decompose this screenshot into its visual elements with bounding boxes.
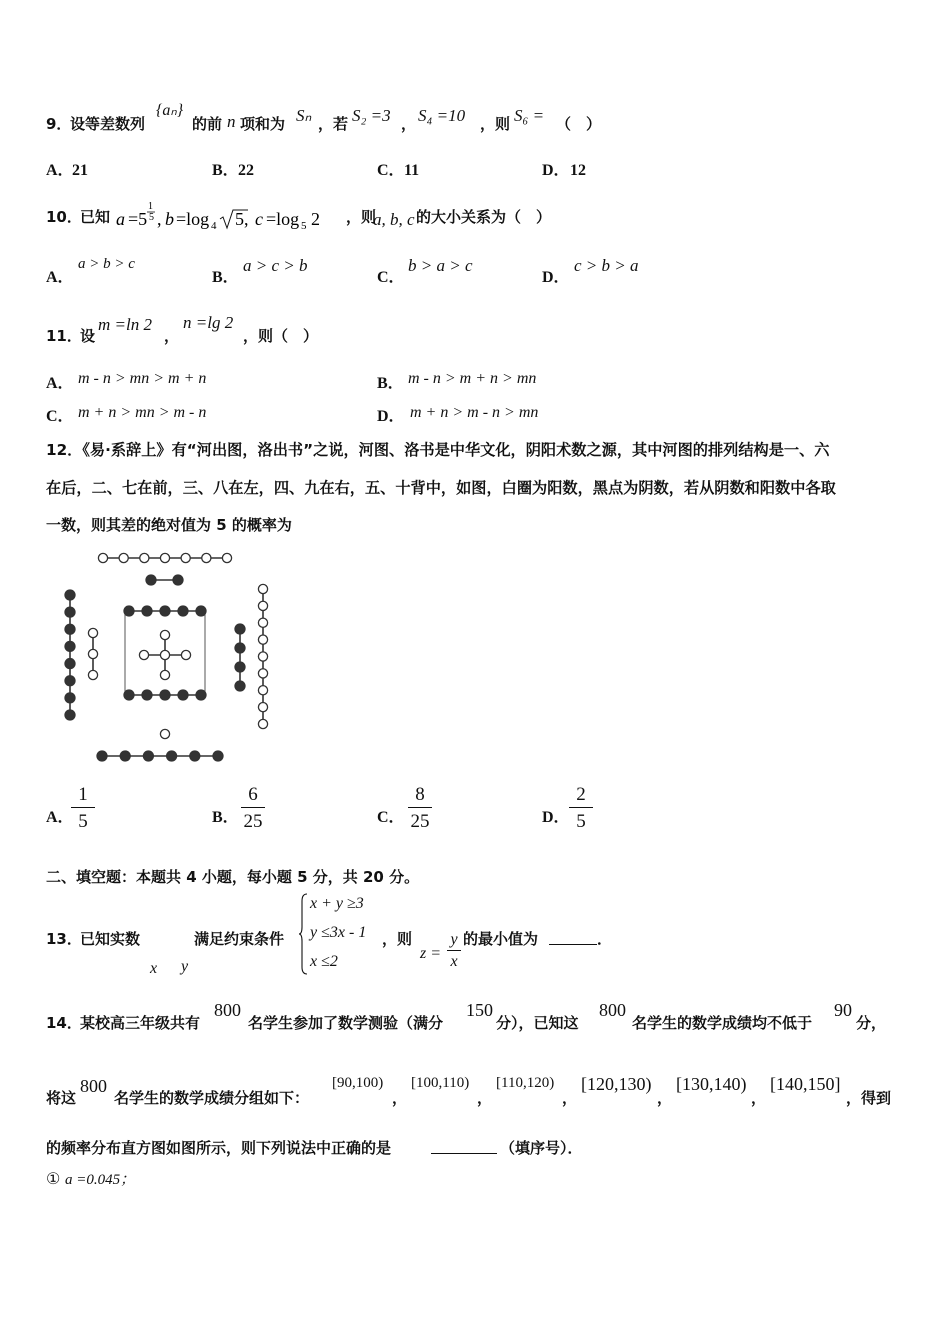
hetu-bottom-six-dot — [120, 751, 130, 761]
q12-option-a-numerator: 1 — [71, 785, 95, 808]
q14-group-3: [110,120) — [496, 1075, 555, 1091]
q12-text-line-1: 12．《易·系辞上》有“河出图，洛出书”之说，河图、洛书是中华文化，阴阳术数之源，其中河图的排列结构是一、六 — [46, 441, 830, 459]
q13-constraint-2: y ≤3x - 1 — [310, 924, 367, 941]
q13-var-x: x — [150, 960, 158, 977]
hetu-ten-bottom-dot — [196, 690, 206, 700]
q9-option-b[interactable]: 22 — [238, 162, 254, 179]
q10-option-d[interactable]: c > b > a — [574, 256, 639, 275]
hetu-bottom-one — [160, 729, 169, 738]
q12-option-b-label: B． — [212, 809, 239, 826]
q12-option-b-numerator: 6 — [241, 785, 265, 808]
q12-option-d[interactable] — [569, 785, 593, 831]
q11-m-definition: m =ln 2 — [98, 315, 152, 334]
q14-separator: ， — [477, 1089, 493, 1107]
hetu-top-seven-dot — [181, 553, 190, 562]
hetu-top-seven-dot — [202, 553, 211, 562]
q11-option-c[interactable]: m + n > mn > m - n — [78, 404, 207, 421]
q9-n: n — [227, 112, 236, 131]
svg-text:b: b — [165, 209, 174, 229]
q9-separator: ， — [401, 115, 417, 133]
q14-text: 某校高三年级共有 — [80, 1014, 201, 1032]
q11-number: 11． — [46, 327, 82, 345]
hetu-ten-top-dot — [124, 606, 134, 616]
q13-fraction-numerator: y — [447, 932, 461, 951]
hetu-left-eight-dot — [65, 624, 75, 634]
hetu-five-dot — [160, 630, 169, 639]
q10-option-d-label: D． — [542, 269, 570, 286]
q14-separator: ， — [657, 1089, 673, 1107]
q14-text: 分），已知这 — [496, 1014, 579, 1032]
hetu-left-three-dot — [88, 670, 97, 679]
q14-text: （填序号）． — [500, 1139, 583, 1157]
svg-text:a: a — [116, 209, 125, 229]
q10-expression-render — [114, 193, 346, 235]
q11-text: ，则（ ） — [243, 327, 319, 345]
q14-text: 将这 — [46, 1089, 77, 1107]
hetu-top-seven-dot — [98, 553, 107, 562]
q9-number: 9． — [46, 115, 72, 133]
q13-constraint-3: x ≤2 — [310, 953, 338, 970]
q9-option-a[interactable]: 21 — [72, 162, 88, 179]
q12-option-b[interactable] — [241, 785, 265, 831]
hetu-left-eight-dot — [65, 607, 75, 617]
svg-text:4: 4 — [211, 220, 217, 232]
hetu-left-eight-dot — [65, 693, 75, 703]
q14-text-line-3: 的频率分布直方图如图所示，则下列说法中正确的是 — [46, 1139, 392, 1157]
q11-option-d-label: D． — [377, 408, 405, 425]
q13-text: ，则 — [382, 930, 413, 948]
q9-sn: Sₙ — [296, 106, 312, 125]
q11-option-a-label: A． — [46, 375, 74, 392]
q12-option-d-numerator: 2 — [569, 785, 593, 808]
hetu-ten-top-dot — [178, 606, 188, 616]
q9-sequence: {aₙ} — [156, 102, 184, 119]
hetu-five-dot — [139, 650, 148, 659]
hetu-top-seven-dot — [160, 553, 169, 562]
q10-text: 已知 — [80, 208, 111, 226]
q10-option-c[interactable]: b > a > c — [408, 256, 473, 275]
q14-number: 14． — [46, 1014, 82, 1032]
q13-text: 已知实数 — [80, 930, 141, 948]
hetu-five-dot — [160, 650, 169, 659]
hetu-left-eight-dot — [65, 710, 75, 720]
hetu-five-dot — [160, 670, 169, 679]
q12-option-d-label: D． — [542, 809, 570, 826]
hetu-bottom-six-dot — [190, 751, 200, 761]
q11-option-d[interactable]: m + n > m - n > mn — [410, 404, 539, 421]
q14-group-2: [100,110) — [411, 1075, 470, 1091]
svg-text:=5: =5 — [128, 209, 148, 229]
hetu-left-three-dot — [88, 628, 97, 637]
hetu-five-dot — [181, 650, 190, 659]
q9-option-c[interactable]: 11 — [404, 162, 420, 179]
q13-brace — [299, 893, 309, 975]
q13-z: z = — [420, 945, 442, 962]
q14-group-5: [130,140) — [676, 1074, 747, 1094]
hetu-top-seven-dot — [119, 553, 128, 562]
hetu-right-four-dot — [235, 643, 245, 653]
hetu-ten-bottom-dot — [142, 690, 152, 700]
hetu-left-eight-dot — [65, 676, 75, 686]
q14-separator: ， — [751, 1089, 767, 1107]
hetu-right-nine-dot — [258, 584, 267, 593]
q9-condition-s4: S₄ =10 — [418, 106, 466, 125]
q11-option-c-label: C． — [46, 408, 74, 425]
q12-option-a-label: A． — [46, 809, 74, 826]
q11-option-b[interactable]: m - n > m + n > mn — [408, 370, 537, 387]
q14-separator: ， — [562, 1089, 578, 1107]
q9-option-d[interactable]: 12 — [570, 162, 586, 179]
q14-item-1: a =0.045； — [65, 1172, 136, 1188]
q10-vars: a, b, c — [373, 210, 415, 229]
q14-student-count: 800 — [214, 1000, 241, 1020]
q14-text: 名学生的数学成绩均不低于 — [632, 1014, 813, 1032]
q14-text: 分， — [856, 1014, 887, 1032]
q12-option-c[interactable] — [408, 785, 432, 831]
q12-option-c-numerator: 8 — [408, 785, 432, 808]
q13-text: 满足约束条件 — [194, 930, 285, 948]
q14-group-1: [90,100) — [332, 1075, 384, 1091]
hetu-top-two-dot — [146, 575, 156, 585]
q13-end: ． — [597, 930, 613, 948]
q11-separator: ， — [164, 327, 180, 345]
q13-constraint-1: x + y ≥3 — [310, 895, 364, 912]
svg-text:c: c — [255, 209, 263, 229]
hetu-bottom-six-dot — [167, 751, 177, 761]
svg-text:=log: =log — [266, 209, 300, 229]
q12-option-a[interactable] — [71, 785, 95, 831]
hetu-right-nine-dot — [258, 601, 267, 610]
q11-option-a[interactable]: m - n > mn > m + n — [78, 370, 207, 387]
q9-text: 设等差数列 — [70, 115, 146, 133]
q9-text: 的前 — [192, 115, 223, 133]
hetu-right-nine-dot — [258, 669, 267, 678]
q9-text: ，则 — [480, 115, 511, 133]
hetu-right-nine-dot — [258, 635, 267, 644]
q14-text: ，得到 — [846, 1089, 892, 1107]
q14-text: 名学生的数学成绩分组如下： — [114, 1089, 310, 1107]
q14-group-4: [120,130) — [581, 1074, 652, 1094]
hetu-right-nine-dot — [258, 618, 267, 627]
q12-text-line-3: 一数，则其差的绝对值为 5 的概率为 — [46, 516, 292, 534]
q14-student-count: 800 — [599, 1000, 626, 1020]
hetu-bottom-six-dot — [97, 751, 107, 761]
hetu-right-four-dot — [235, 662, 245, 672]
q14-item-1-marker: ① — [46, 1171, 61, 1188]
q10-option-b-label: B． — [212, 269, 239, 286]
hetu-right-nine-dot — [258, 703, 267, 712]
q12-option-d-denominator: 5 — [576, 811, 586, 832]
hetu-left-eight-dot — [65, 590, 75, 600]
hetu-ten-bottom-dot — [160, 690, 170, 700]
q10-option-b[interactable]: a > c > b — [243, 256, 308, 275]
q14-separator: ， — [392, 1089, 408, 1107]
hetu-diagram — [55, 545, 280, 767]
q13-fraction-denominator: x — [450, 953, 458, 970]
hetu-right-nine-dot — [258, 719, 267, 728]
hetu-right-nine-dot — [258, 652, 267, 661]
q14-min-score: 90 — [834, 1000, 852, 1020]
q14-group-6: [140,150] — [770, 1074, 841, 1094]
hetu-right-four-dot — [235, 681, 245, 691]
q10-text: 的大小关系为（ ） — [416, 208, 552, 226]
q9-option-c-label: C． — [377, 162, 405, 179]
q14-answer-blank[interactable] — [431, 1139, 497, 1154]
q9-text: ，若 — [318, 115, 349, 133]
q13-fraction — [447, 932, 461, 970]
q13-text: 的最小值为 — [463, 930, 539, 948]
q9-option-b-label: B． — [212, 162, 239, 179]
hetu-left-eight-dot — [65, 641, 75, 651]
q11-n-definition: n =lg 2 — [183, 313, 234, 332]
q9-text: 项和为 — [240, 115, 286, 133]
hetu-right-nine-dot — [258, 686, 267, 695]
svg-text:5: 5 — [149, 212, 154, 223]
hetu-bottom-six-dot — [143, 751, 153, 761]
q12-option-c-denominator: 25 — [410, 811, 430, 832]
svg-text:1: 1 — [148, 201, 153, 212]
hetu-ten-top-dot — [142, 606, 152, 616]
q12-text-line-2: 在后，二、七在前，三、八在左，四、九在右，五、十背中，如图，白圈为阳数，黑点为阴数，若从阴数和阳数中各取 — [46, 479, 836, 497]
hetu-ten-top-dot — [160, 606, 170, 616]
q13-answer-blank[interactable] — [549, 930, 597, 945]
q13-var-y: y — [181, 958, 189, 975]
svg-text:5,: 5, — [235, 209, 249, 229]
q14-student-count: 800 — [80, 1076, 107, 1096]
q12-option-c-label: C． — [377, 809, 405, 826]
svg-text:5: 5 — [301, 220, 307, 232]
q11-text: 设 — [80, 327, 96, 345]
svg-text:=log: =log — [176, 209, 210, 229]
hetu-right-four-dot — [235, 624, 245, 634]
q10-number: 10． — [46, 208, 82, 226]
q9-option-d-label: D． — [542, 162, 570, 179]
hetu-left-eight-dot — [65, 659, 75, 669]
q10-option-a[interactable]: a > b > c — [78, 256, 135, 272]
q14-full-score: 150 — [466, 1000, 493, 1020]
q12-option-a-denominator: 5 — [78, 811, 88, 832]
hetu-ten-top-dot — [196, 606, 206, 616]
q9-s6: S₆ = — [514, 106, 545, 125]
q10-option-a-label: A． — [46, 269, 74, 286]
hetu-left-three-dot — [88, 649, 97, 658]
q9-answer-paren: （ ） — [556, 115, 602, 133]
hetu-bottom-six-dot — [213, 751, 223, 761]
svg-text:2: 2 — [311, 209, 320, 229]
svg-text:,: , — [157, 209, 162, 229]
q9-option-a-label: A． — [46, 162, 74, 179]
q13-number: 13． — [46, 930, 82, 948]
q9-condition-s2: S₂ =3 — [352, 106, 391, 125]
q10-text: ，则 — [346, 208, 377, 226]
hetu-top-two-dot — [173, 575, 183, 585]
hetu-top-seven-dot — [140, 553, 149, 562]
q10-option-c-label: C． — [377, 269, 405, 286]
section-2-title: 二、填空题：本题共 4 小题，每小题 5 分，共 20 分。 — [46, 868, 420, 886]
q11-option-b-label: B． — [377, 375, 404, 392]
q12-option-b-denominator: 25 — [243, 811, 263, 832]
hetu-top-seven-dot — [222, 553, 231, 562]
hetu-ten-bottom-dot — [124, 690, 134, 700]
hetu-ten-bottom-dot — [178, 690, 188, 700]
q14-text: 名学生参加了数学测验（满分 — [248, 1014, 444, 1032]
